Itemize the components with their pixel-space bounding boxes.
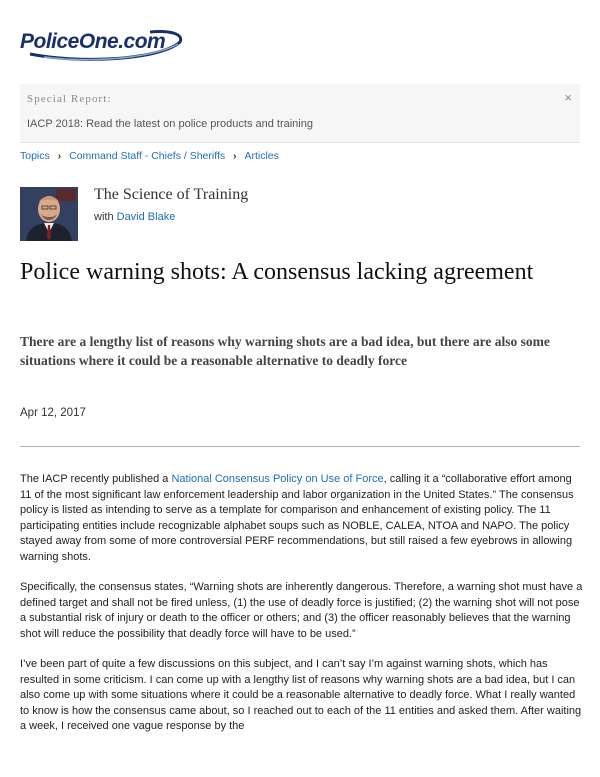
author-link[interactable]: David Blake — [116, 211, 176, 223]
article-headline: Police warning shots: A consensus lacking agreement — [20, 259, 534, 285]
paragraph-2: Specifically, the consensus states, “Warning shots are inherently dangerous. Therefore, a warning shot must have a defined target and shall not be fired unless, (1) the use of deadly force is justified; (2) the warning shot will not pose a substantial risk of injury or death to the officer or others; and (3) the officer reasonably believes that the warning shot will reduce the possibility that deadly force will have to be used.” — [20, 581, 583, 640]
chevron-right-icon: › — [57, 151, 62, 162]
paragraph-1-rest: , calling it a “collaborative effort among 11 of the most significant law enforcement leadership and labor organization in the United States.” The consensus policy is listed as intending to serve as a template for comparison and enhancement of existing policy. The 11 participating entities include recognizable alphabet soups such as NOBLE, CALEA, NTOA and NAPO. The policy stayed away from some of more controversial PERF recommendations, but still raised a few eyebrows in allowing warning shots. — [20, 473, 574, 563]
author-avatar[interactable] — [20, 187, 78, 241]
chevron-right-icon: › — [233, 151, 237, 162]
breadcrumb-command-staff[interactable]: Command Staff - Chiefs / Sheriffs — [69, 150, 226, 162]
special-report-banner — [20, 84, 580, 143]
article-subhead: There are a lengthy list of reasons why warning shots are a bad idea, but there are also some situations where it could be a reasonable alternative to deadly force — [20, 334, 550, 368]
breadcrumb-topics[interactable]: Topics — [20, 150, 50, 162]
author-portrait-icon — [20, 187, 78, 241]
special-report-label: Special Report: — [27, 93, 112, 105]
byline-prefix: with — [94, 211, 114, 223]
article-date: Apr 12, 2017 — [20, 407, 86, 419]
byline — [94, 211, 175, 223]
breadcrumb — [20, 150, 279, 162]
logo-text: PoliceOne.com — [20, 30, 166, 53]
paragraph-1 — [20, 472, 583, 565]
special-report-link[interactable]: IACP 2018: Read the latest on police products and training — [27, 118, 313, 130]
policeone-logo[interactable] — [20, 24, 190, 62]
close-icon[interactable]: × — [564, 90, 572, 105]
column-title: The Science of Training — [94, 186, 249, 203]
paragraph-3: I’ve been part of quite a few discussions on this subject, and I can’t say I’m against warning shots, which has resulted in some criticism. I can come up with a lengthy list of reasons why warning shots are a bad idea, but I can also come up with some situations where it could be a reasonable alternative to deadly force. What I really wanted to know is how the consensus came about, so I reached out to each of the 11 entities and asked them. After waiting a week, I received one vague response by the — [20, 658, 582, 732]
consensus-policy-link[interactable]: National Consensus Policy on Use of Force — [171, 473, 384, 485]
paragraph-1-lead: The IACP recently published a — [20, 473, 172, 485]
breadcrumb-articles[interactable]: Articles — [244, 150, 279, 162]
divider — [20, 446, 580, 447]
article-body — [20, 472, 583, 750]
